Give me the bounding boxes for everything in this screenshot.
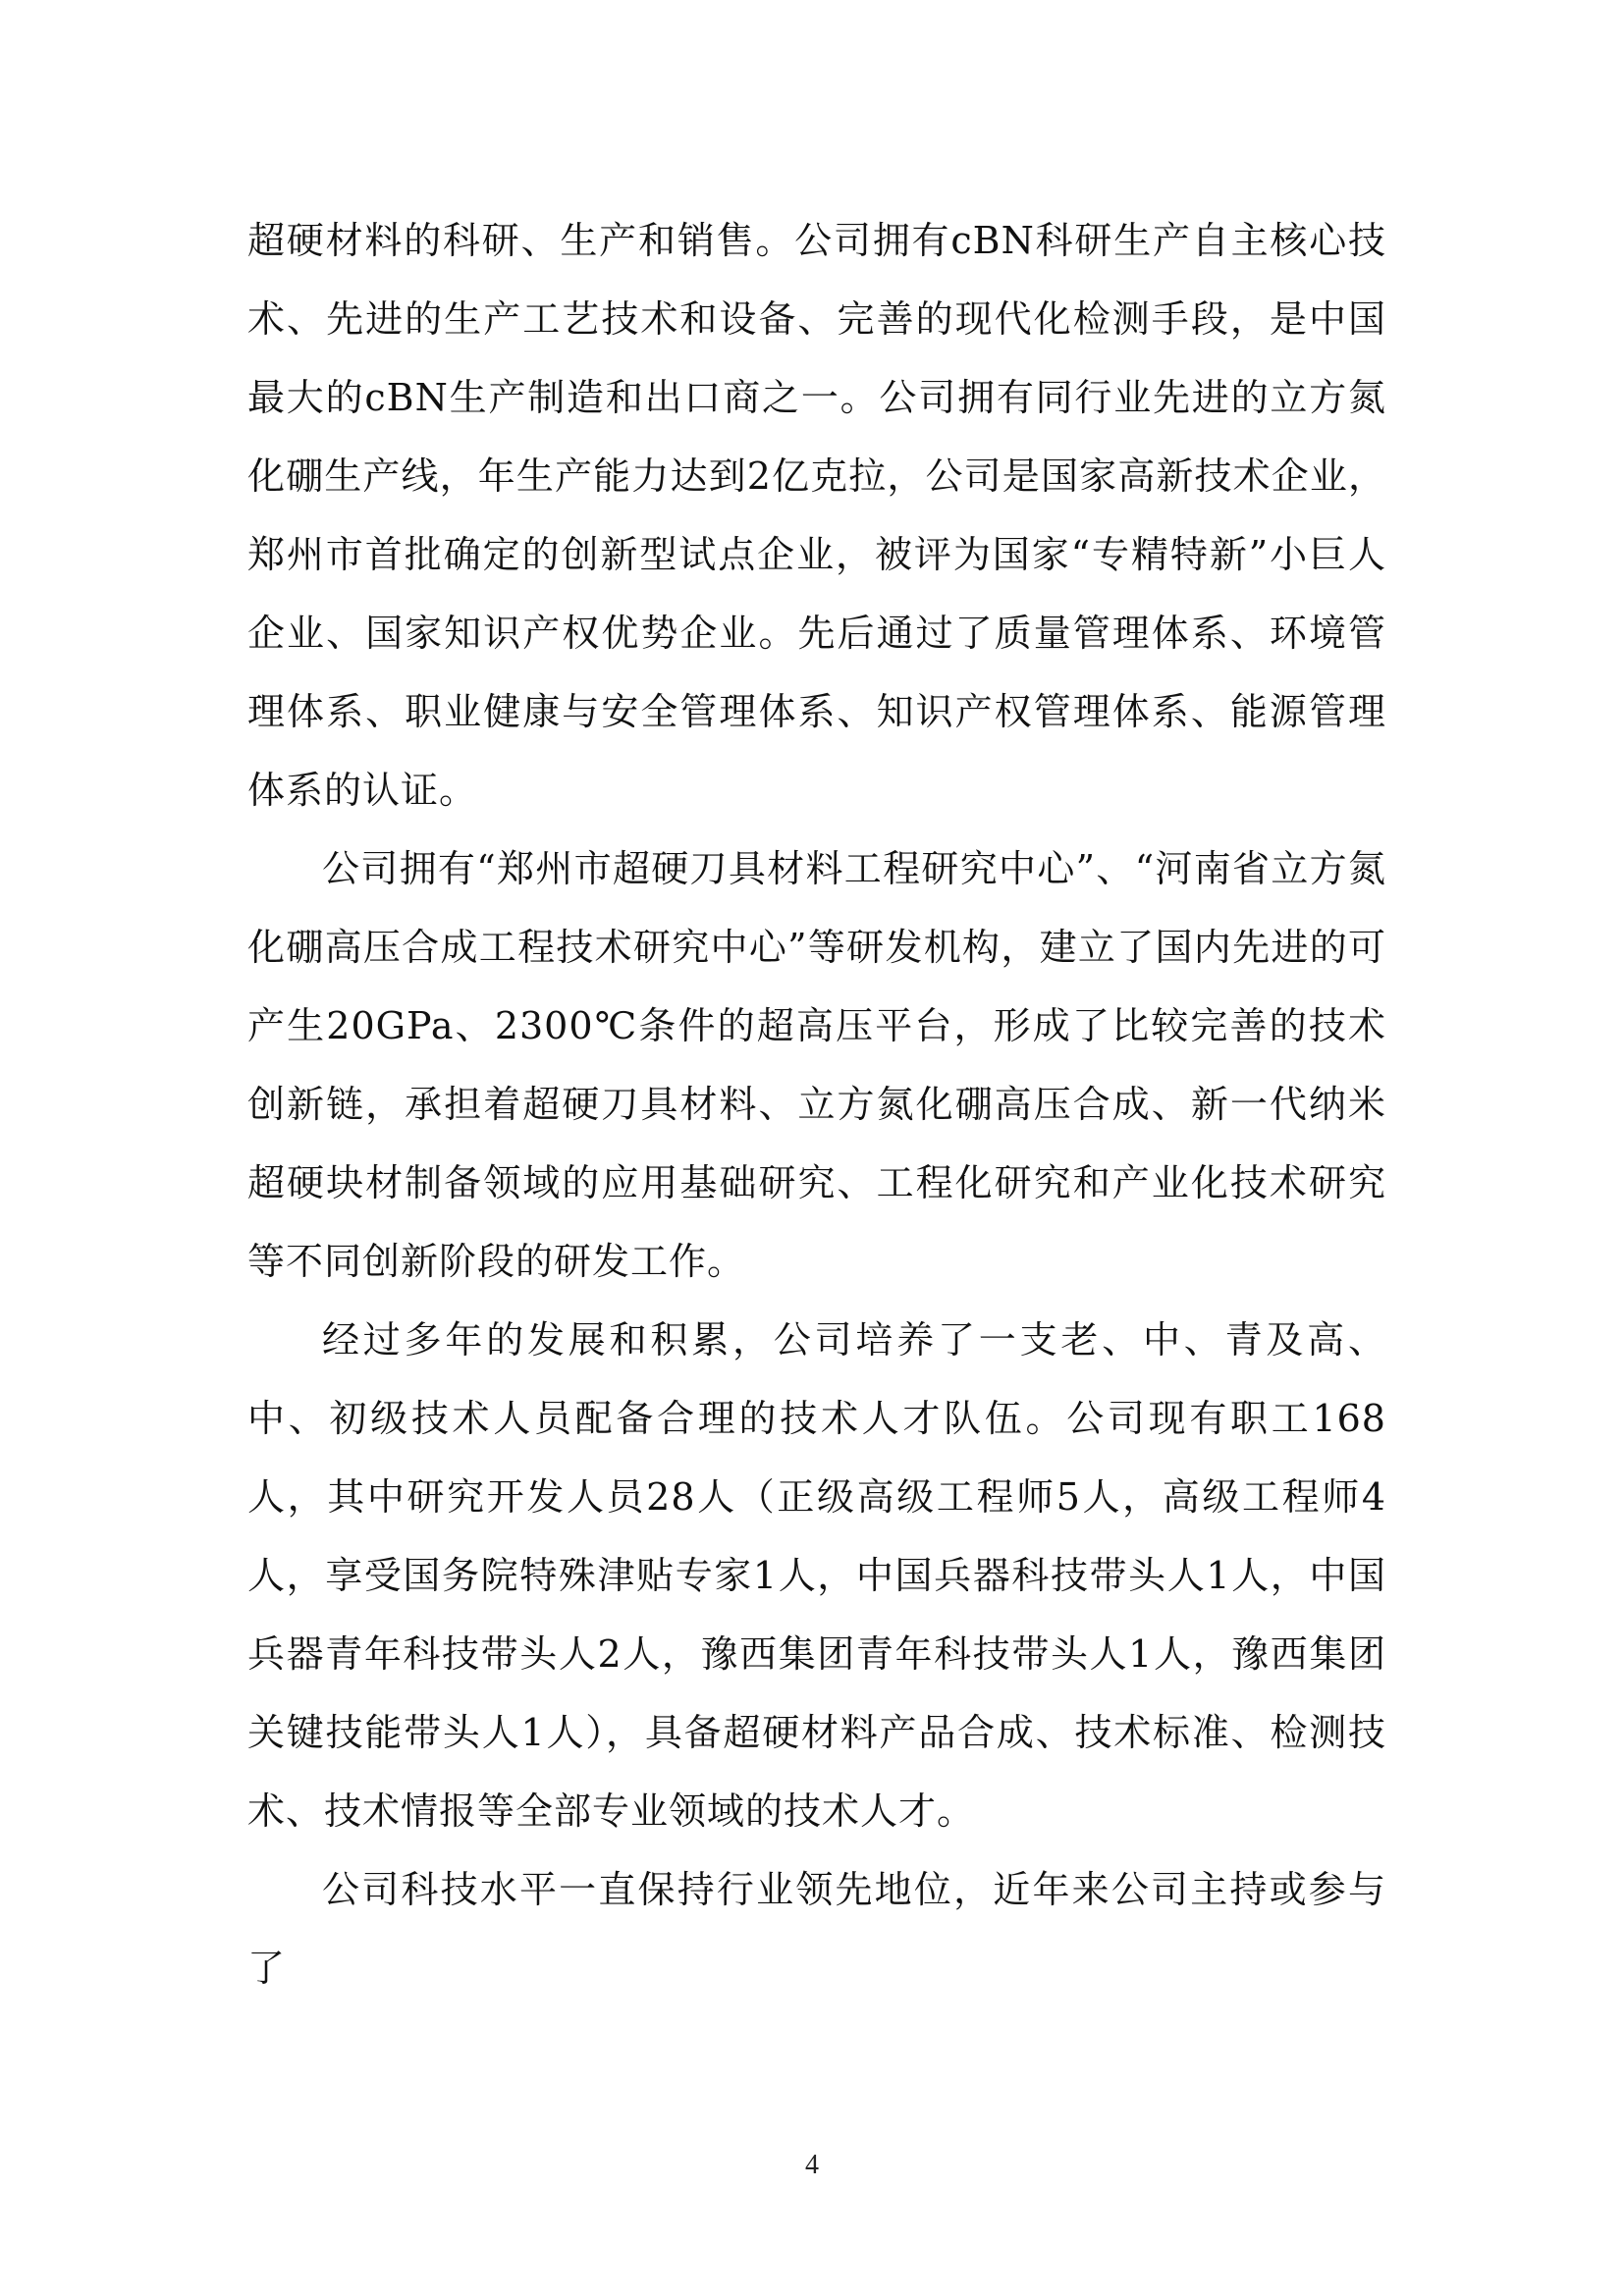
document-body <box>247 201 1386 2007</box>
paragraph-talent-team: 经过多年的发展和积累，公司培养了一支老、中、青及高、中、初级技术人员配备合理的技术人才队伍。公司现有职工168人，其中研究开发人员28人（正级高级工程师5人，高级工程师4人，享受国务院特殊津贴专家1人，中国兵器科技带头人1人，中国兵器青年科技带头人2人，豫西集团青年科技带头人1人，豫西集团关键技能带头人1人），具备超硬材料产品合成、技术标准、检测技术、技术情报等全部专业领域的技术人才。 <box>247 1318 1386 1833</box>
paragraph-technology-level: 公司科技水平一直保持行业领先地位，近年来公司主持或参与了 <box>247 1868 1386 1990</box>
page-number: 4 <box>805 2150 819 2180</box>
paragraph-research-centers: 公司拥有“郑州市超硬刀具材料工程研究中心”、“河南省立方氮化硼高压合成工程技术研究中心”等研发机构，建立了国内先进的可产生20GPa、2300℃条件的超高压平台，形成了比较完善的技术创新链，承担着超硬刀具材料、立方氮化硼高压合成、新一代纳米超硬块材制备领域的应用基础研究、工程化研究和产业化技术研究等不同创新阶段的研发工作。 <box>247 847 1386 1283</box>
paragraph-company-overview: 超硬材料的科研、生产和销售。公司拥有cBN科研生产自主核心技术、先进的生产工艺技术和设备、完善的现代化检测手段，是中国最大的cBN生产制造和出口商之一。公司拥有同行业先进的立方氮化硼生产线，年生产能力达到2亿克拉，公司是国家高新技术企业，郑州市首批确定的创新型试点企业，被评为国家“专精特新”小巨人企业、国家知识产权优势企业。先后通过了质量管理体系、环境管理体系、职业健康与安全管理体系、知识产权管理体系、能源管理体系的认证。 <box>247 219 1386 812</box>
